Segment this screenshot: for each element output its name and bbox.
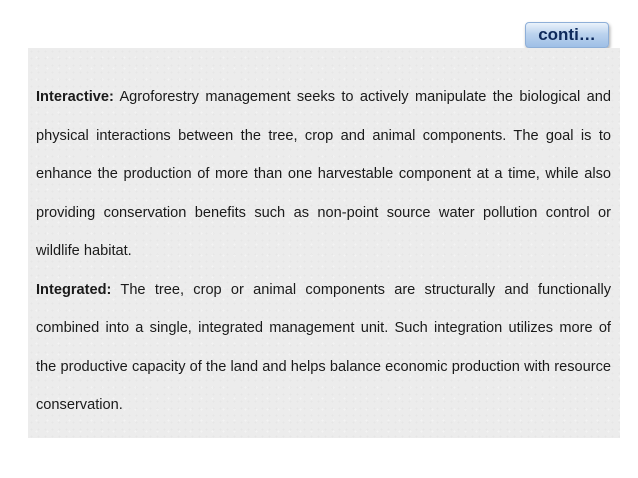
definition-interactive: Agroforestry management seeks to actively manipulate the biological and physical interactions between the tree, crop and animal components. The goal is to enhance the production of more than one harvestable component at a time, while also providing conservation benefits such as non-point source water pollution control or wildlife habitat. — [36, 89, 611, 259]
definition-integrated: The tree, crop or animal components are structurally and functionally combined into a single, integrated management unit. Such integration utilizes more of the productive capacity of the land and helps balance economic production with resource conservation. — [36, 281, 611, 413]
content-textbox — [28, 48, 620, 438]
paragraph-interactive — [36, 78, 611, 271]
term-integrated: Integrated: — [36, 281, 112, 298]
term-interactive: Interactive: — [36, 89, 114, 105]
paragraph-integrated — [36, 271, 611, 425]
continued-badge: conti… — [525, 22, 609, 48]
